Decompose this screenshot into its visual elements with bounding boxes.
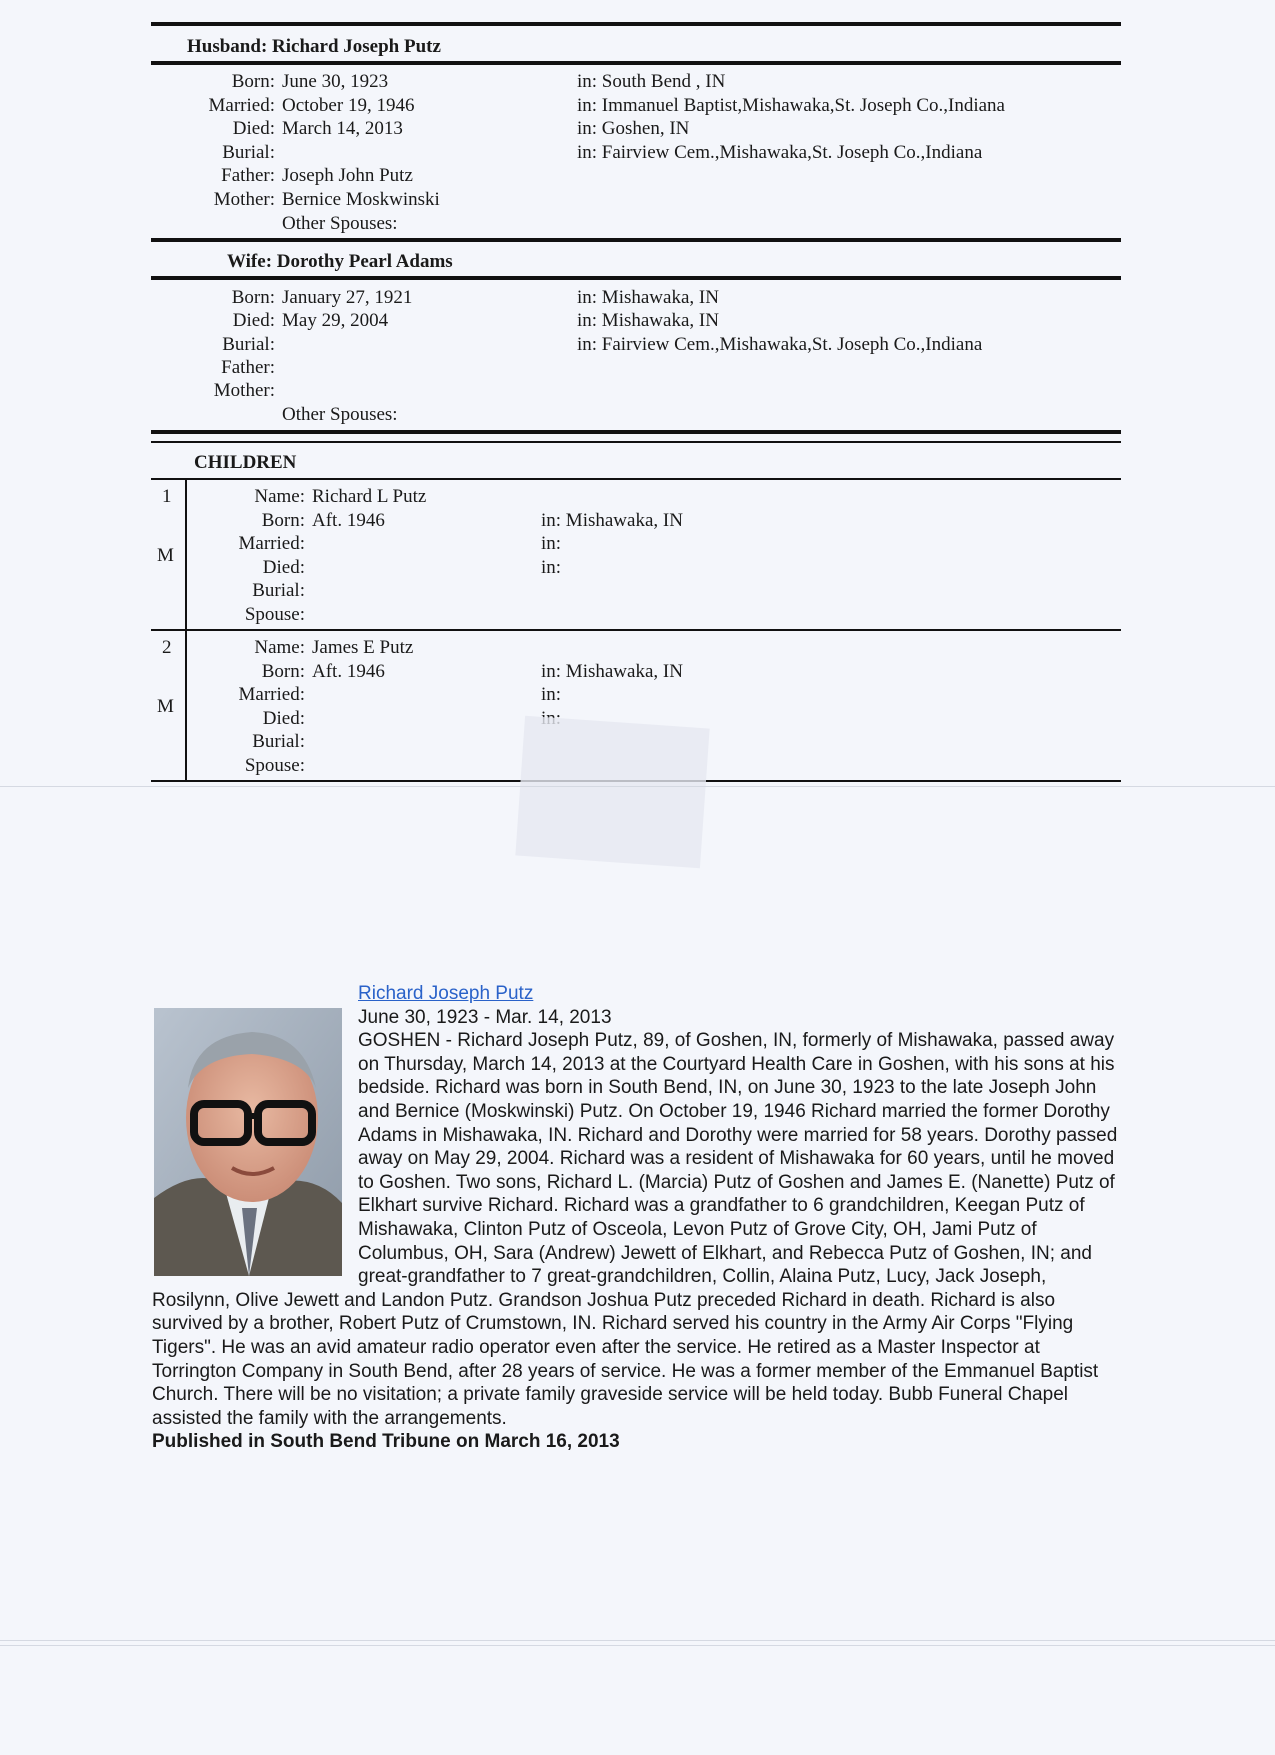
scan-fold: [0, 1645, 1275, 1646]
rule: [151, 276, 1121, 280]
child-field-label: Born:: [261, 660, 305, 682]
child-sex: M: [157, 545, 174, 566]
wife-field-label: Burial:: [222, 333, 275, 355]
rule: [151, 629, 1121, 631]
husband-field-value: June 30, 1923: [282, 71, 389, 92]
husband-field-label: Burial:: [222, 141, 275, 163]
child-field-value: Richard L Putz: [312, 486, 427, 507]
child-field-label: Burial:: [252, 731, 305, 752]
child-field-place: in:: [541, 556, 562, 578]
scan-smudge: [515, 716, 709, 869]
wife-field-label: Father:: [221, 356, 275, 378]
husband-other-spouses: Other Spouses:: [282, 213, 398, 234]
child-number: 2: [162, 637, 172, 658]
husband-field-label: Married:: [208, 94, 275, 116]
husband-field-place: in: Fairview Cem.,Mishawaka,St. Joseph Co.,Indiana: [577, 141, 983, 163]
child-field-label: Died:: [262, 556, 305, 578]
child-field-place: in: Mishawaka, IN: [541, 509, 683, 531]
child-field-value: James E Putz: [312, 637, 414, 658]
child-field-label: Married:: [238, 684, 305, 705]
wife-name: Dorothy Pearl Adams: [276, 251, 453, 272]
rule: [151, 22, 1121, 26]
child-field-label: Spouse:: [244, 754, 305, 776]
husband-field-label: Died:: [232, 118, 275, 139]
portrait-photo: [154, 1008, 342, 1276]
husband-field-value: Joseph John Putz: [282, 165, 413, 186]
child-field-place: in:: [541, 533, 562, 554]
children-heading: CHILDREN: [194, 452, 297, 473]
wife-field-value: May 29, 2004: [282, 310, 389, 332]
husband-field-place: in: South Bend , IN: [577, 71, 726, 92]
child-field-label: Name:: [254, 637, 305, 658]
husband-field-value: March 14, 2013: [282, 118, 403, 139]
wife-field-place: in: Mishawaka, IN: [577, 310, 719, 332]
child-field-label: Name:: [254, 486, 305, 507]
husband-field-place: in: Immanuel Baptist,Mishawaka,St. Joseph Co.,Indiana: [577, 94, 1005, 116]
obituary-dates: June 30, 1923 - Mar. 14, 2013: [358, 1006, 612, 1028]
obituary-name-link[interactable]: Richard Joseph Putz: [358, 983, 534, 1004]
husband-heading-label: Husband:: [187, 36, 268, 57]
child-number: 1: [162, 486, 172, 507]
husband-field-value: Bernice Moskwinski: [282, 188, 440, 210]
rule: [151, 61, 1121, 65]
wife-other-spouses: Other Spouses:: [282, 404, 398, 425]
child-field-label: Born:: [261, 509, 305, 531]
child-field-label: Married:: [238, 533, 305, 554]
scan-fold: [0, 1640, 1275, 1641]
child-field-value: Aft. 1946: [312, 660, 385, 682]
child-sex: M: [157, 696, 174, 717]
rule: [151, 238, 1121, 242]
husband-field-label: Father:: [221, 165, 275, 186]
wife-field-label: Born:: [231, 287, 275, 308]
husband-field-place: in: Goshen, IN: [577, 118, 690, 139]
child-field-place: in:: [541, 684, 562, 705]
child-field-label: Burial:: [252, 580, 305, 601]
husband-heading: [187, 35, 441, 58]
child-field-label: Died:: [262, 707, 305, 729]
wife-field-label: Mother:: [213, 380, 275, 402]
child-field-value: Aft. 1946: [312, 509, 385, 531]
husband-field-label: Mother:: [213, 188, 275, 210]
wife-heading-label: Wife:: [227, 251, 273, 272]
child-field-place: in: Mishawaka, IN: [541, 660, 683, 682]
rule: [151, 478, 1121, 480]
obituary-body: GOSHEN - Richard Joseph Putz, 89, of Goshen, IN, formerly of Mishawaka, passed away on Thursday, March 14, 2013 at the Courtyard Health Care in Goshen, with his sons at his bedside. Richard was born in South Bend, IN, on June 30, 1923 to the late Joseph John and Bernice (Moskwinski) Putz. On October 19, 1946 Richard married the former Dorothy Adams in Mishawaka, IN. Richard and Dorothy were married for 58 years. Dorothy passed away on May 29, 2004. Richard was a resident of Mishawaka for 60 years, until he moved to Goshen. Two sons, Richard L. (Marcia) Putz of Goshen and James E. (Nanette) Putz of Elkhart survive Richard. Richard was a grandfather to 6 grandchildren, Keegan Putz of Mishawaka, Clinton Putz of Osceola, Levon Putz of Grove City, OH, Jami Putz of Columbus, OH, Sara (Andrew) Jewett of Elkhart, and Rebecca Putz of Goshen, IN; and great-grandfather to 7 great-grandchildren, Collin, Alaina Putz, Lucy, Jack Joseph, Rosilynn, Olive Jewett and Landon Putz. Grandson Joshua Putz preceded Richard in death. Richard is also survived by a brother, Robert Putz of Crumstown, IN. Richard served his country in the Army Air Corps "Flying Tigers". He was an avid amateur radio operator even after the service. He retired as a Master Inspector at Torrington Company in South Bend, after 28 years of service. He was a former member of the Emmanuel Baptist Church. There will be no visitation; a private family graveside service will be held today. Bubb Funeral Chapel assisted the family with the arrangements.: [152, 1030, 1118, 1429]
wife-field-place: in: Fairview Cem.,Mishawaka,St. Joseph Co.,Indiana: [577, 333, 983, 355]
child-field-label: Spouse:: [244, 603, 305, 625]
obituary-published: Published in South Bend Tribune on March 16, 2013: [152, 1431, 620, 1453]
husband-name: Richard Joseph Putz: [272, 36, 441, 57]
wife-heading: [227, 250, 453, 273]
husband-field-value: October 19, 1946: [282, 94, 415, 116]
rule: [151, 430, 1121, 434]
obituary: [152, 982, 1127, 1454]
wife-field-place: in: Mishawaka, IN: [577, 287, 719, 308]
husband-field-label: Born:: [231, 71, 275, 92]
scan-fold: [0, 786, 1275, 787]
rule: [151, 441, 1121, 443]
wife-field-label: Died:: [232, 310, 275, 332]
wife-field-value: January 27, 1921: [282, 287, 413, 308]
